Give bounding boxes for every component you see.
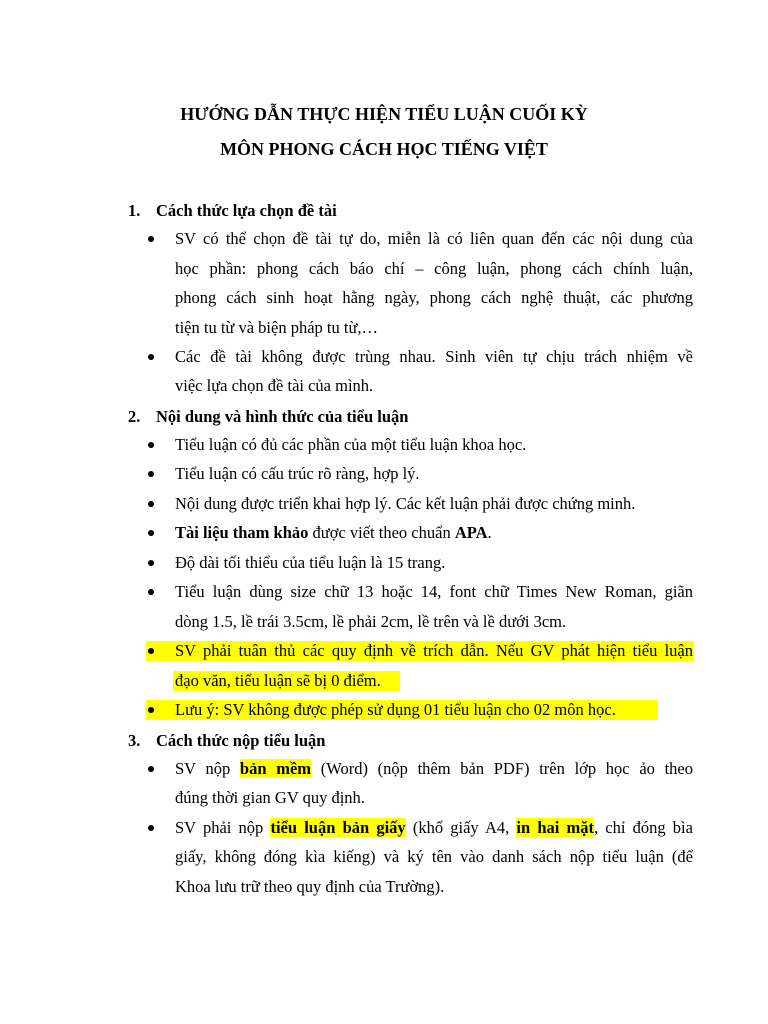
text-fragment: được viết theo chuẩn xyxy=(308,523,455,542)
bullet-text-line: SV có thể chọn đề tài tự do, miễn là có liên quan đến các nội dung của xyxy=(175,229,693,248)
bullet-text-line xyxy=(175,820,693,837)
bullet-icon xyxy=(148,648,154,654)
highlighted-soft-copy-label: bản mềm xyxy=(239,759,312,778)
bullet-text-line: đúng thời gian GV quy định. xyxy=(175,788,365,807)
text-fragment: . xyxy=(487,523,492,542)
bullet-icon xyxy=(148,442,154,448)
bullet-text-line: giấy, không đóng kìa kiếng) và ký tên vào danh sách nộp tiểu luận (để xyxy=(175,847,693,866)
text-fragment: (Word) (nộp thêm bản PDF) trên lớp học ảo theo xyxy=(311,759,693,778)
bullet-icon xyxy=(148,766,154,772)
bullet-icon xyxy=(148,707,154,713)
bullet-text-line: Nội dung được triển khai hợp lý. Các kết luận phải được chứng minh. xyxy=(175,494,636,513)
section-1-title: Cách thức lựa chọn đề tài xyxy=(156,201,337,220)
bullet-icon xyxy=(148,501,154,507)
bullet-text-line: Độ dài tối thiểu của tiểu luận là 15 trang. xyxy=(175,553,446,572)
bullet-text-line xyxy=(175,525,693,542)
section-3-number: 3. xyxy=(128,731,141,750)
bullet-text-line: phong cách sinh hoạt hằng ngày, phong cách nghệ thuật, các phương xyxy=(175,288,693,307)
bullet-icon xyxy=(148,471,154,477)
bullet-text-line: tiện tu từ và biện pháp tu từ,… xyxy=(175,318,379,337)
bold-apa-label: APA xyxy=(454,523,488,542)
section-1-number: 1. xyxy=(128,201,141,220)
section-3-title: Cách thức nộp tiểu luận xyxy=(156,731,326,750)
bullet-icon xyxy=(148,589,154,595)
bullet-text-line xyxy=(175,761,693,778)
bullet-icon xyxy=(148,560,154,566)
section-1-heading xyxy=(128,201,337,221)
highlighted-bullet-line: đạo văn, tiểu luận sẽ bị 0 điểm. xyxy=(175,671,381,690)
text-fragment: (khổ giấy A4, xyxy=(405,818,517,837)
section-2-title: Nội dung và hình thức của tiểu luận xyxy=(156,407,409,426)
text-fragment: SV nộp xyxy=(175,759,240,778)
bold-reference-label: Tài liệu tham khảo xyxy=(175,523,309,542)
highlighted-paper-copy-label: tiểu luận bản giấy xyxy=(270,818,406,837)
section-2-number: 2. xyxy=(128,407,141,426)
bullet-text-line: Khoa lưu trữ theo quy định của Trường). xyxy=(175,877,445,896)
bullet-text-line: Các đề tài không được trùng nhau. Sinh viên tự chịu trách nhiệm về xyxy=(175,347,693,366)
highlighted-bullet-line: Lưu ý: SV không được phép sử dụng 01 tiểu luận cho 02 môn học. xyxy=(175,700,616,719)
section-3-heading xyxy=(128,731,325,751)
bullet-text-line: dòng 1.5, lề trái 3.5cm, lề phải 2cm, lề trên và lề dưới 3cm. xyxy=(175,612,567,631)
bullet-text-line: Tiểu luận có cấu trúc rõ ràng, hợp lý. xyxy=(175,464,420,483)
highlighted-double-sided-label: in hai mặt xyxy=(516,818,595,837)
highlighted-bullet-line: SV phải tuân thủ các quy định về trích dẫn. Nếu GV phát hiện tiểu luận xyxy=(175,641,693,660)
bullet-text-line: việc lựa chọn đề tài của mình. xyxy=(175,376,374,395)
document-title-line-2: MÔN PHONG CÁCH HỌC TIẾNG VIỆT xyxy=(220,139,548,159)
text-fragment: SV phải nộp xyxy=(175,818,271,837)
bullet-icon xyxy=(148,825,154,831)
bullet-icon xyxy=(148,236,154,242)
bullet-text-line: Tiểu luận dùng size chữ 13 hoặc 14, font chữ Times New Roman, giãn xyxy=(175,582,693,601)
bullet-text-line: học phần: phong cách báo chí – công luận, phong cách chính luận, xyxy=(175,259,693,278)
bullet-text-line: Tiểu luận có đủ các phần của một tiểu luận khoa học. xyxy=(175,435,527,454)
document-title-line-1: HƯỚNG DẪN THỰC HIỆN TIỂU LUẬN CUỐI KỲ xyxy=(180,104,588,124)
text-fragment: , chỉ đóng bìa xyxy=(594,818,693,837)
bullet-icon xyxy=(148,354,154,360)
bullet-icon xyxy=(148,530,154,536)
section-2-heading xyxy=(128,407,408,427)
